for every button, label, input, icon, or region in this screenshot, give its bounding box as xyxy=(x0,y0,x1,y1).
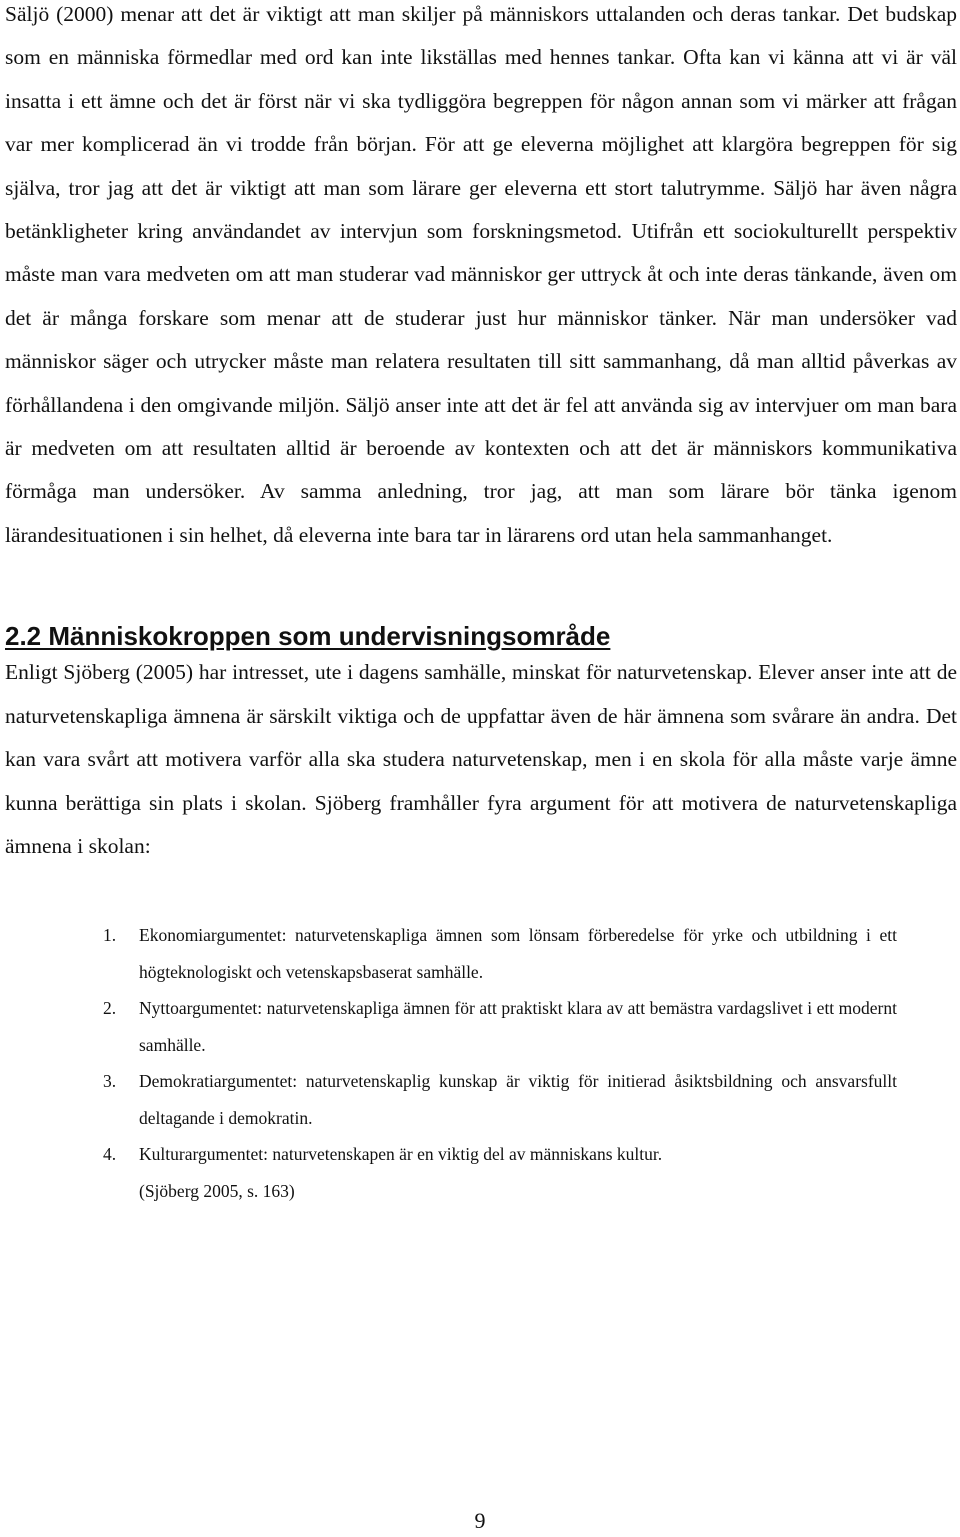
document-page xyxy=(5,0,957,1209)
section-heading: 2.2 Människokroppen som undervisningsområde xyxy=(5,621,611,652)
list-item-number: 2. xyxy=(103,998,117,1019)
list-item-text: Nyttoargumentet: naturvetenskapliga ämnen för att praktiskt klara av att bemästra vardagslivet i ett modernt samhälle. xyxy=(139,998,897,1055)
list-item-number: 3. xyxy=(103,1071,117,1092)
list-item xyxy=(5,1136,897,1173)
page-number: 9 xyxy=(474,1508,486,1533)
citation: (Sjöberg 2005, s. 163) xyxy=(139,1180,295,1201)
list-item-text: Demokratiargumentet: naturvetenskaplig kunskap är viktig för initierad åsiktsbildning och ansvarsfullt deltagande i demokratin. xyxy=(139,1071,897,1128)
list-item xyxy=(5,1063,897,1136)
body-paragraph-2: Enligt Sjöberg (2005) har intresset, ute i dagens samhälle, minskat för naturvetenskap. Elever anser inte att de naturvetenskapliga ämnena är särskilt viktiga och de uppfattar även de här ämnena som svårare än andra. Det kan vara svårt att motivera varför alla ska studera naturvetenskap, men i en skola för alla måste varje ämne kunna berättiga sin plats i skolan. Sjöberg framhåller fyra argument för att motivera de naturvetenskapliga ämnena i skolan: xyxy=(5,660,957,858)
list-item-number: 4. xyxy=(103,1144,117,1165)
list-item xyxy=(5,917,897,990)
body-paragraph-1: Säljö (2000) menar att det är viktigt att man skiljer på människors uttalanden och deras tankar. Det budskap som en människa förmedlar med ord kan inte likställas med hennes tankar. Ofta kan vi känna att vi är väl insatta i ett ämne och det är först när vi ska tydliggöra begreppen för någon annan som vi märker att frågan var mer komplicerad än vi trodde från början. För att ge eleverna möjlighet att klargöra begreppen för sig själva, tror jag att det är viktigt att man som lärare ger eleverna ett stort talutrymme. Säljö har även några betänkligheter kring användandet av intervjun som forskningsmetod. Utifrån ett sociokulturellt perspektiv måste man vara medveten om att man studerar vad människor ger uttryck åt och inte deras tänkande, även om det är många forskare som menar att de studerar just hur människor tänker. När man undersöker vad människor säger och utrycker måste man relatera resultaten till sitt sammanhang, då man alltid påverkas av förhållandena i den omgivande miljön. Säljö anser inte att det är fel att använda sig av intervjuer om man bara är medveten om att resultaten alltid är beroende av kontexten och att det är människors kommunikativa förmåga man undersöker. Av samma anledning, tror jag, att man som lärare bör tänka igenom lärandesituationen i sin helhet, då eleverna inte bara tar in lärarens ord utan hela sammanhanget. xyxy=(5,2,957,547)
argument-list xyxy=(5,917,897,1173)
list-item xyxy=(5,990,897,1063)
list-item-text: Kulturargumentet: naturvetenskapen är en viktig del av människans kultur. xyxy=(139,1144,663,1165)
list-item-number: 1. xyxy=(103,925,117,946)
list-item-text: Ekonomiargumentet: naturvetenskapliga ämnen som lönsam förberedelse för yrke och utbildning i ett högteknologiskt och vetenskapsbaserat samhälle. xyxy=(139,925,897,982)
